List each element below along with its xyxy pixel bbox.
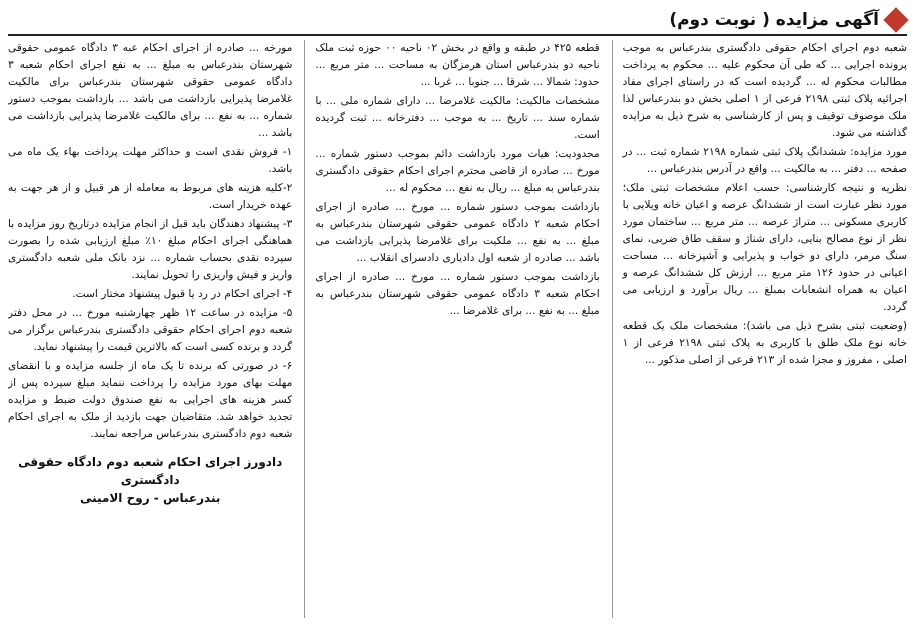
notice-paragraph: ۳- پیشنهاد دهندگان باید قبل از انجام مزایده درتاریخ روز مزایده با هماهنگی اجرای احکام مبلغ ۱۰٪ مبلغ ارزیابی شده را بصورت سپرده نقدی بحساب شماره ... نزد بانک ملی شعبه دادگستری واریز و فیش واریزی را تحویل نمایند. <box>8 218 293 281</box>
notice-columns <box>8 40 907 618</box>
notice-paragraph: محدودیت: هیات مورد بازداشت دائم بموجب دستور شماره ... مورخ ... صادره از قاضی محترم اجرای احکام حقوقی دادگستری بندرعباس به مبلغ ... ریال به نفع ... محکوم له ... <box>315 148 600 194</box>
title-decoration-icon <box>883 7 908 32</box>
notice-paragraph: مشخصات مالکیت: مالکیت غلامرضا ... دارای شماره ملی ... با شماره سند ... تاریخ ... به موجب ... دفترخانه ... ثبت گردیده است. <box>315 95 600 141</box>
notice-paragraph: ۴- اجرای احکام در رد یا قبول پیشنهاد مختار است. <box>72 288 293 300</box>
notice-column-1 <box>612 40 907 618</box>
notice-paragraph: مورخه ... صادره از اجرای احکام عبه ۳ دادگاه عمومی حقوقی شهرستان بندرعباس به مبلغ ... به نفع اجرای احکام شعبه ۳ دادگاه عمومی حقوقی شهرستان بندرعباس برای مالکیت غلامرضا پذیرایی بازداشت می باشد ... بازداشت بموجب دستور شماره ... به نفع ... برای مالکیت غلامرضا پذیرایی بازداشت می باشد ... <box>8 42 293 139</box>
notice-column-2 <box>304 40 599 618</box>
notice-paragraph: ۱- فروش نقدی است و حداکثر مهلت پرداخت بهاء یک ماه می باشد. <box>8 146 293 175</box>
notice-paragraph: ۵- مزایده در ساعت ۱۲ ظهر چهارشنبه مورخ ... در محل دفتر شعبه دوم اجرای احکام حقوقی دادگستری بندرعباس برگزار می گردد و برنده کسی است که بالاترین قیمت را پیشنهاد نماید. <box>8 307 293 353</box>
notice-paragraph: بازداشت بموجب دستور شماره ... مورخ ... صادره از اجرای احکام شعبه ۲ دادگاه عمومی حقوقی شهرستان بندرعباس به مبلغ ... به نفع ... ملکیت برای غلامرضا پذیرایی بازداشت می باشد ... صادره از شعبه اول دادیاری دادسرای انقلاب ... <box>315 201 600 264</box>
notice-header <box>8 6 907 36</box>
signature-line-1: دادورز اجرای احکام شعبه دوم دادگاه حقوقی دادگستری <box>18 455 283 487</box>
notice-title: آگهی مزایده ( نوبت دوم) <box>669 10 879 30</box>
notice-paragraph: ۲-کلیه هزینه های مربوط به معامله از هر قبیل و از هر جهت به عهده خریدار است. <box>8 182 293 211</box>
signature-line-2: بندرعباس - روح الامینی <box>80 491 221 505</box>
notice-column-3 <box>8 40 292 618</box>
notice-paragraph: ۶- در صورتی که برنده تا یک ماه از جلسه مزایده و با انقضای مهلت بهای مورد مزایده را پرداخت ننماید مبلغ سپرده پس از کسر هزینه های اجرایی به نفع صندوق دولت ضبط و مزایده تجدید خواهد شد. متقاضیان جهت بازدید از ملک به اجرای احکام شعبه دوم دادگستری بندرعباس مراجعه نمایند. <box>8 360 293 440</box>
notice-paragraph: (وضعیت ثبتی بشرح ذیل می باشد): مشخصات ملک یک قطعه خانه نوع ملک طلق با کاربری به پلاک ثبتی ۲۱۹۸ فرعی از ۱ اصلی ، مفروز و مجزا شده از ۲۱۳ فرعی از اصلی مذکور ... <box>622 320 907 366</box>
notice-paragraph: مورد مزایده: ششدانگ پلاک ثبتی شماره ۲۱۹۸ شماره ثبت ... در صفحه ... دفتر ... به مالکیت ... واقع در آدرس بندرعباس ... <box>622 146 907 175</box>
notice-paragraph: بازداشت بموجب دستور شماره ... مورخ ... صادره از اجرای احکام شعبه ۳ دادگاه عمومی حقوقی شهرستان بندرعباس به مبلغ ... به نفع ... برای غلامرضا ... <box>315 271 600 317</box>
signature-block <box>8 453 292 507</box>
notice-paragraph: نظریه و نتیجه کارشناسی: حسب اعلام مشخصات ثبتی ملک؛ مورد نظر عبارت است از ششدانگ عرصه و اعیان خانه ویلایی با کاربری مسکونی ... متراژ عرصه ... متر مربع ... ساختمان مورد نظر از نوع مصالح بنایی، دارای شناژ و سقف طاق ضربی، نمای سنگ مرمر، دارای دو خواب و پذیرایی و آشپزخانه ... مساحت اعیانی در حدود ۱۲۶ متر مربع ... ارزش کل ششدانگ عرصه و اعیان به همراه انشعابات بمبلغ ... ریال برآورد و ارزیابی می گردد. <box>622 182 907 313</box>
notice-paragraph: شعبه دوم اجرای احکام حقوقی دادگستری بندرعباس به موجب پرونده اجرایی ... که طی آن محکوم علیه ... محکوم به پرداخت مطالبات محکوم له ... گردیده است که در راستای اجرای مفاد اجرائیه پلاک ثبتی ۲۱۹۸ فرعی از ۱ اصلی بخش دو بندرعباس لذا ملک موصوف توقیف و پس از کارشناسی به شرح ذیل به مزایده گذاشته می شود. <box>622 42 907 139</box>
notice-paragraph: قطعه ۴۲۵ در طبقه و واقع در بخش ۰۲ ناحیه ۰۰ حوزه ثبت ملک ناحیه دو بندرعباس استان هرمزگان به مساحت ... متر مربع ... حدود: شمالا ... شرقا ... جنوبا ... غربا ... <box>315 42 600 88</box>
